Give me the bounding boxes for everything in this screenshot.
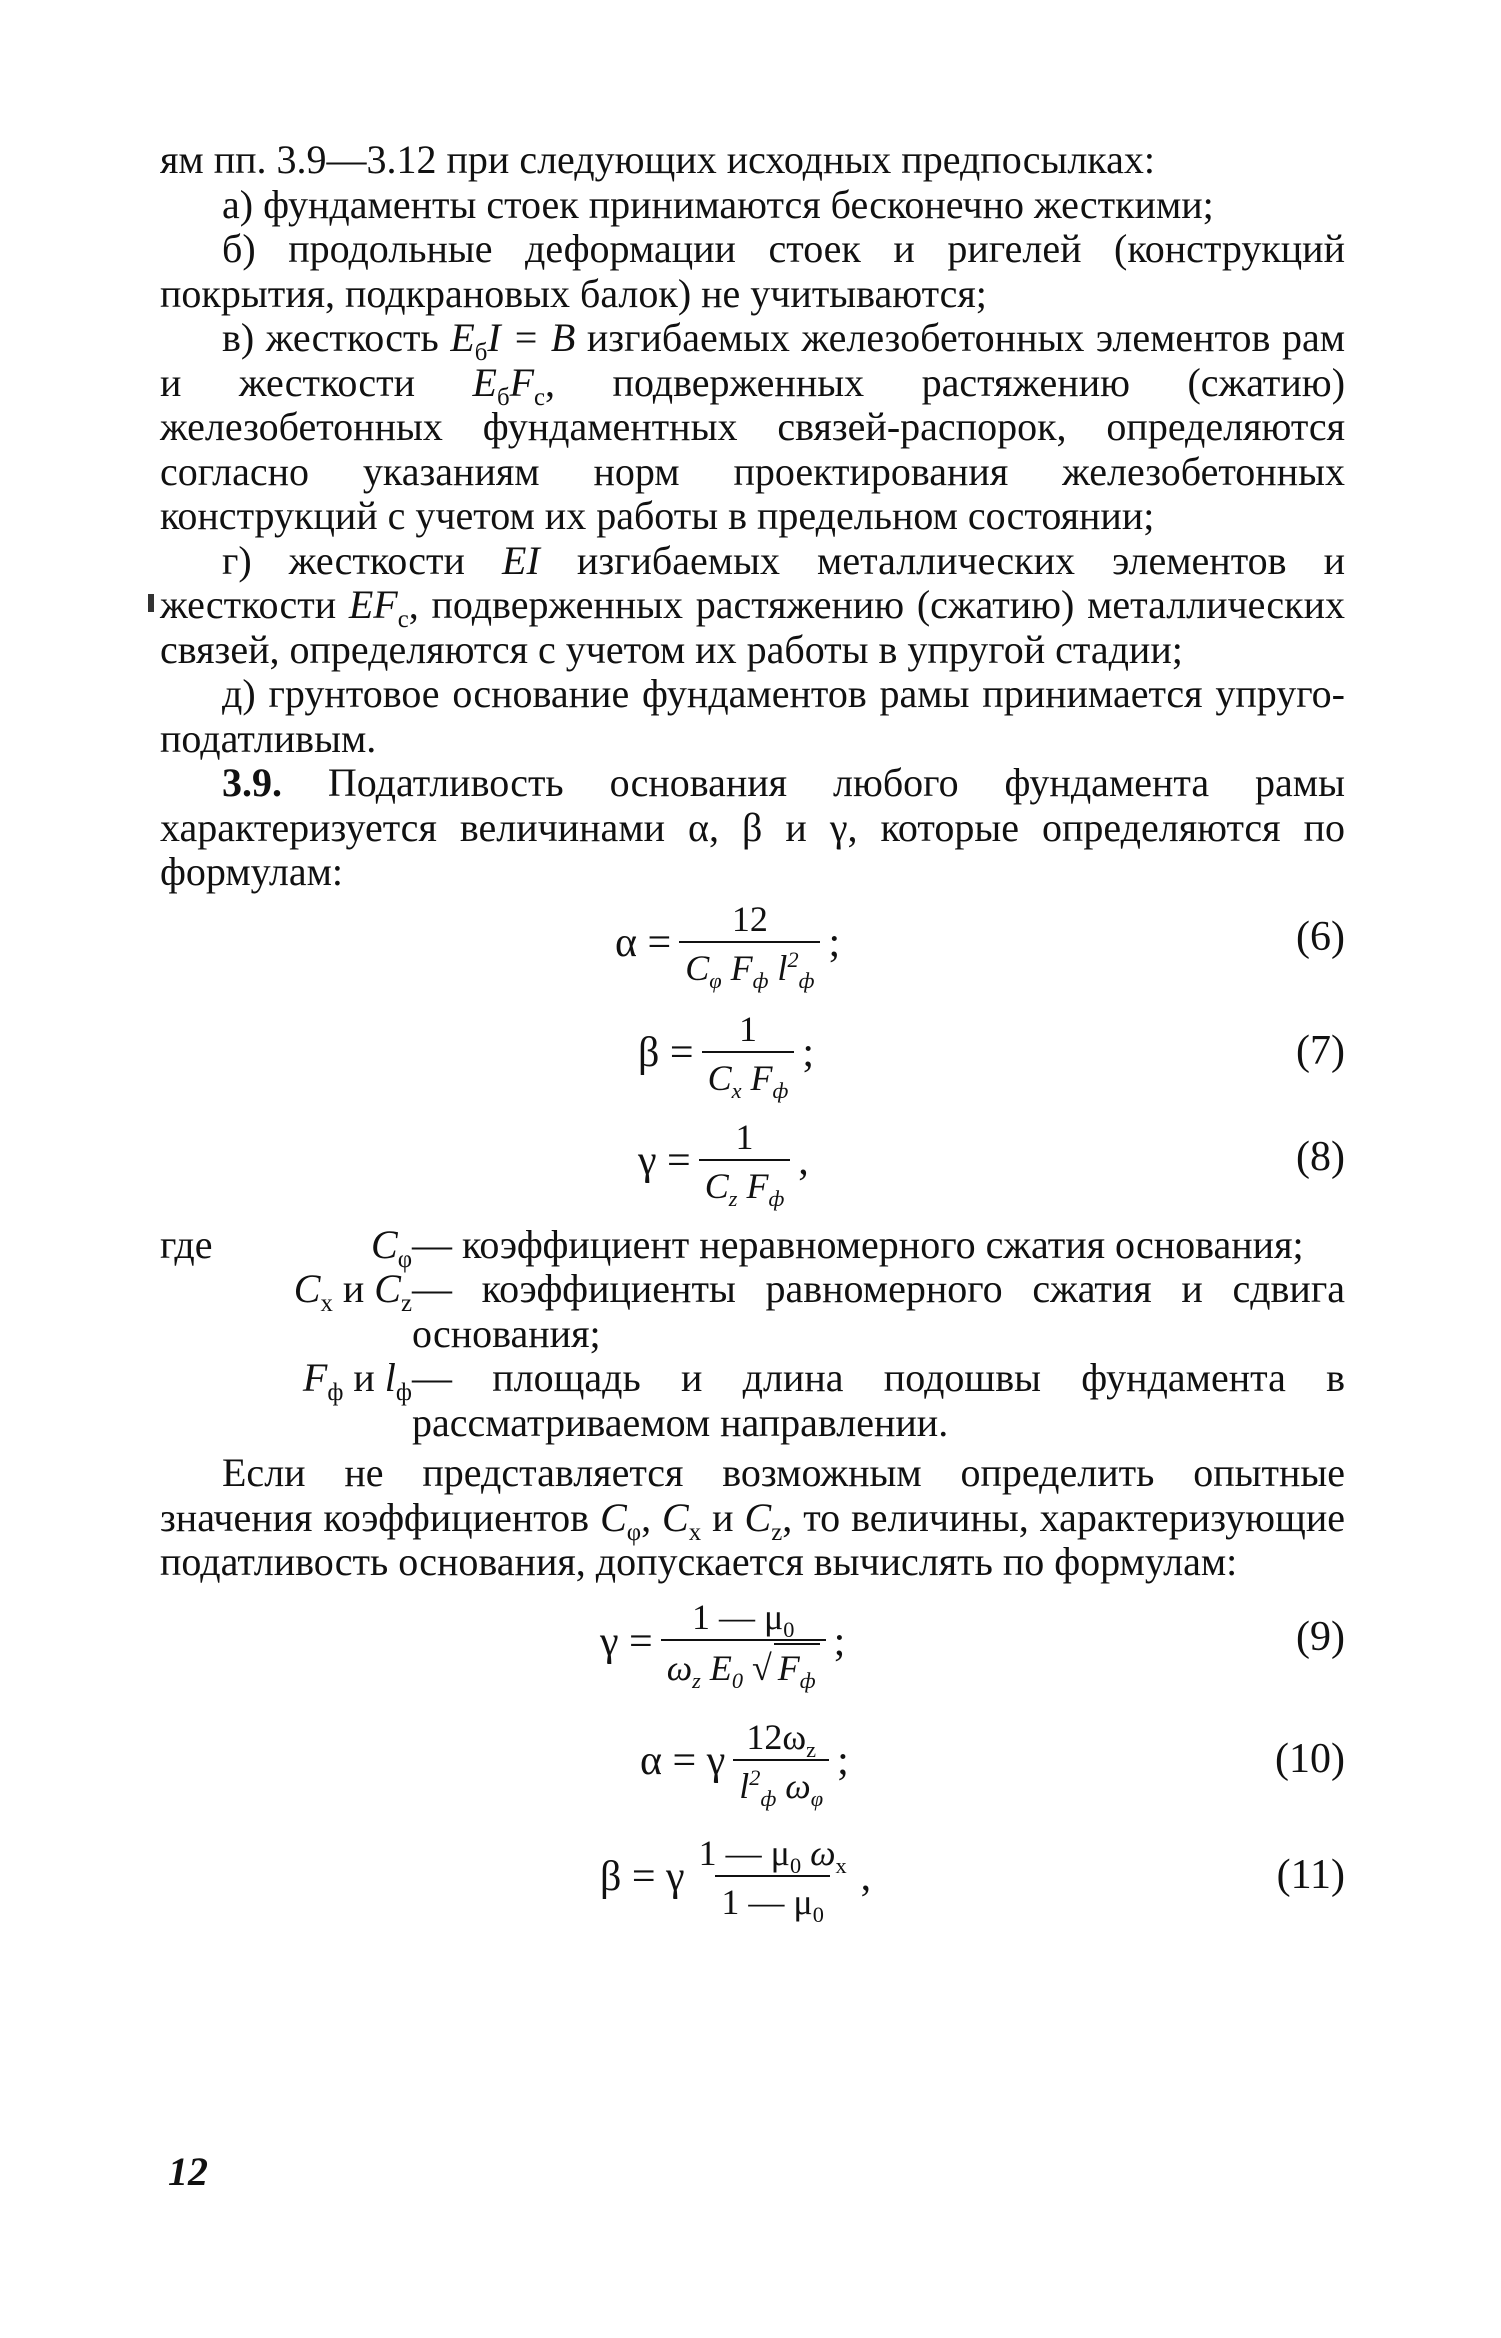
formula-9: γ = $\frac{1 — \mu_0}{\omega_z E_0 √ F_ф}$ ; (9) bbox=[600, 1596, 1345, 1693]
margin-mark bbox=[148, 594, 154, 612]
formula-10-label: (10) bbox=[1275, 1735, 1345, 1782]
para-d: д) грунтовое основание фундаментов рамы принимается упруго-податливым. bbox=[160, 671, 1345, 761]
formula-6-label: (6) bbox=[1296, 913, 1345, 960]
formula-11: β = γ $\frac{1 — \mu_0 \omega_x}{1 — \mu_0}$ , (11) bbox=[600, 1832, 1345, 1927]
para-a: а) фундаменты стоек принимаются бесконечно жесткими; bbox=[222, 181, 1214, 227]
definition-f-l: $F_ф$ и $l_ф$ — площадь и длина подошвы фундамента в рассматриваемом направлении. bbox=[302, 1355, 1345, 1445]
para-v: в) жесткость $E_бI = B$ изгибаемых железобетонных элементов рам и жесткости $E_бF_c$, подверженных растяжению (сжатию) железобетонных фундаментных связей-распорок, определяются согласно указаниям норм проектирования железобетонных конструкций с учетом их работы в предельном состоянии; bbox=[160, 315, 1346, 538]
formula-7: β = $\frac{1}{C_x F_ф}$ ; (7) bbox=[638, 1008, 1345, 1103]
formula-9-label: (9) bbox=[1296, 1613, 1345, 1660]
page-number: 12 bbox=[168, 2149, 208, 2194]
definitions-list bbox=[160, 1223, 1345, 1446]
formula-6: α = $\frac{12}{C_\varphi F_ф l^2_ф}$ ; (6) bbox=[615, 898, 1345, 993]
definition-cx-cz: $C_x$ и $C_z$ — коэффициенты равномерного сжатия и сдвига основания; bbox=[293, 1266, 1345, 1356]
formula-7-label: (7) bbox=[1296, 1027, 1345, 1074]
formula-8-label: (8) bbox=[1296, 1133, 1345, 1180]
formula-8: γ = $\frac{1}{C_z F_ф}$ , (8) bbox=[638, 1116, 1345, 1211]
para-b: б) продольные деформации стоек и ригелей (конструкций покрытия, подкрановых балок) не учитываются; bbox=[160, 226, 1345, 316]
definition-cphi: где $C_\varphi$ — коэффициент неравномерного сжатия основания; bbox=[160, 1221, 1304, 1273]
para-g: г) жесткости EI изгибаемых металлических элементов и жесткости $EF_c$, подверженных растяжению (сжатию) металлических связей, определяются с учетом их работы в упругой стадии; bbox=[160, 537, 1346, 672]
para-intro: ям пп. 3.9—3.12 при следующих исходных предпосылках: bbox=[160, 137, 1155, 182]
formula-10: α = γ $\frac{12\omega_z}{l^2_ф \omega_\varphi}$ ; (10) bbox=[640, 1716, 1345, 1811]
para-3-9: 3.9. Податливость основания любого фундамента рамы характеризуется величинами α, β и γ, которые определяются по формулам: bbox=[160, 760, 1345, 894]
document-page bbox=[160, 138, 1345, 1941]
para-experimental: Если не представляется возможным определить опытные значения коэффициентов $C_\varphi$, $C_x$ и $C_z$, то величины, характеризующие податливость основания, допускается вычислять по формулам: bbox=[160, 1450, 1346, 1584]
formula-11-label: (11) bbox=[1276, 1851, 1345, 1898]
